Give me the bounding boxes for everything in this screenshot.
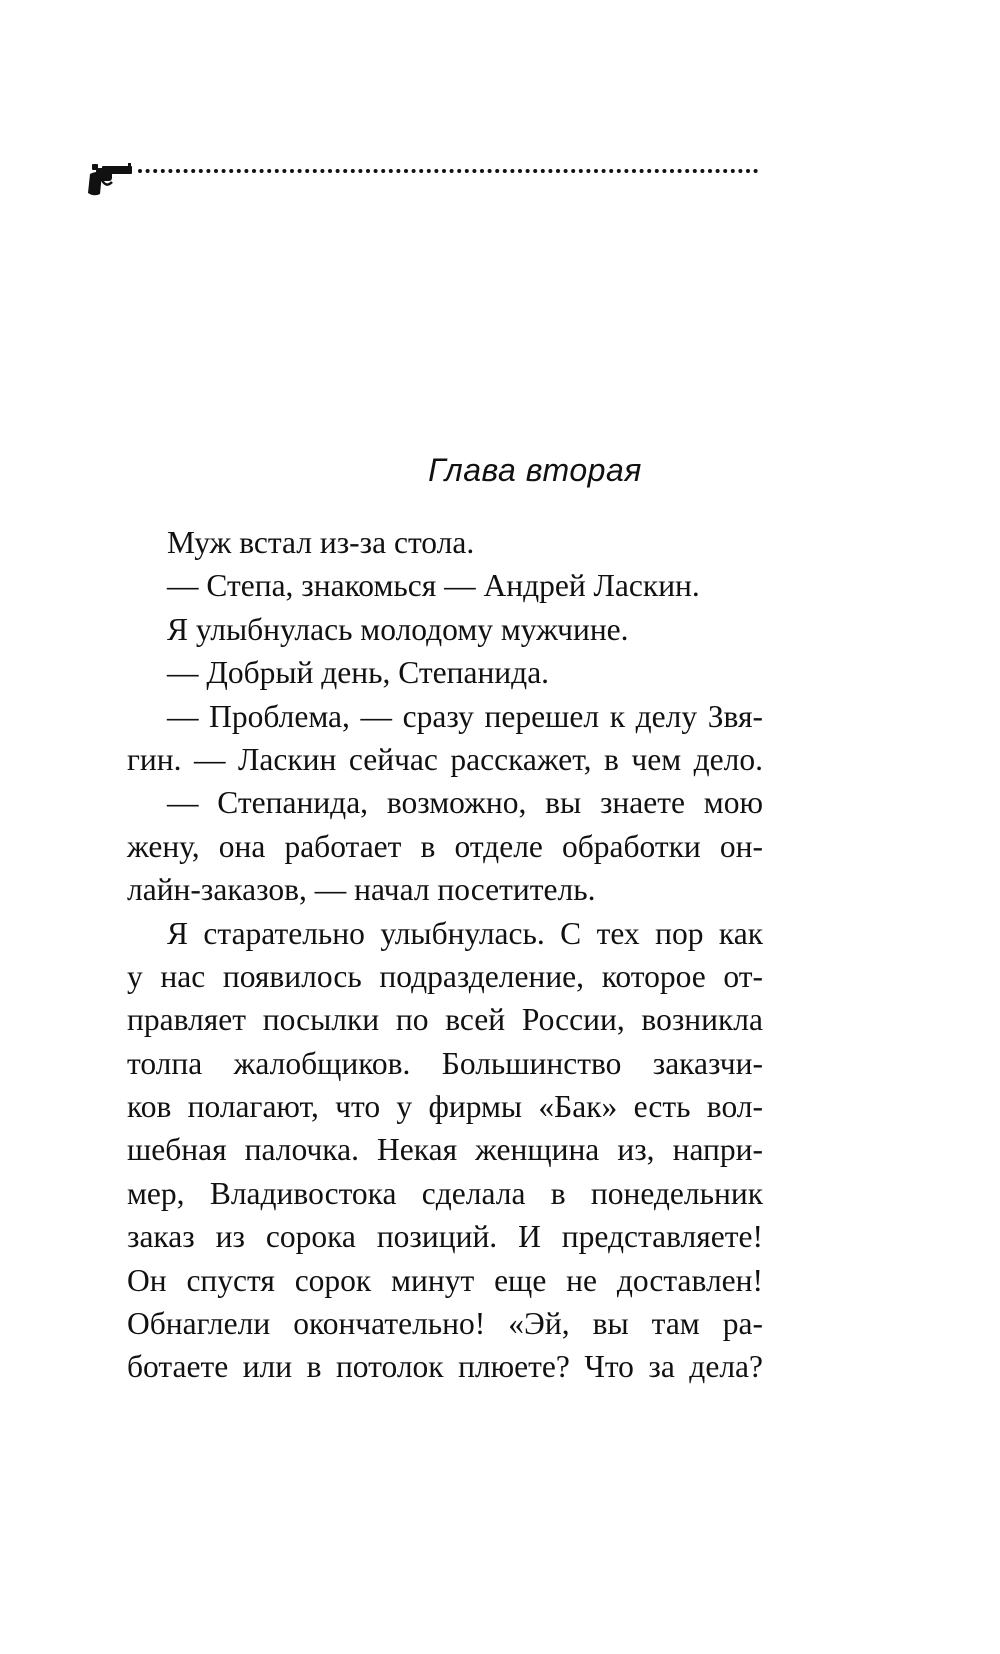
ornament-dot: [138, 169, 142, 173]
ornament-dot: [343, 169, 347, 173]
ornament-dot: [678, 169, 682, 173]
ornament-dot: [252, 169, 256, 173]
ornament-dot: [488, 169, 492, 173]
text-line: Я старательно улыбнулась. С тех пор как: [167, 915, 763, 951]
ornament-dot: [374, 169, 378, 173]
text-line: мер, Владивостока сделала в понедельник: [127, 1175, 763, 1211]
text-line: шебная палочка. Некая женщина из, напри-: [127, 1132, 763, 1168]
ornament-dot: [366, 169, 370, 173]
ornament-dot: [328, 169, 332, 173]
ornament-dot: [746, 169, 750, 173]
ornament-dot: [510, 169, 514, 173]
text-line: гин. — Ласкин сейчас расскажет, в чем дело.: [127, 741, 763, 777]
ornament-dot: [290, 169, 294, 173]
ornament-dot: [412, 169, 416, 173]
ornament-dot: [282, 169, 286, 173]
ornament-dot: [518, 169, 522, 173]
ornament-dot: [708, 169, 712, 173]
ornament-dot: [206, 169, 210, 173]
ornament-dot: [237, 169, 241, 173]
text-line: ботаете или в потолок плюете? Что за дела?: [127, 1349, 763, 1385]
ornament-dot: [396, 169, 400, 173]
ornament-dot: [670, 169, 674, 173]
text-line: толпа жалобщиков. Большинство заказчи-: [127, 1045, 763, 1081]
header-ornament: [88, 160, 768, 200]
ornament-dot: [647, 169, 651, 173]
text-line: лайн-заказов, — начал посетитель.: [127, 872, 596, 908]
ornament-dot: [541, 169, 545, 173]
ornament-dot: [548, 169, 552, 173]
ornament-dot: [571, 169, 575, 173]
ornament-dot: [419, 169, 423, 173]
ornament-dot: [222, 169, 226, 173]
ornament-dot: [404, 169, 408, 173]
ornament-dot: [602, 169, 606, 173]
ornament-dot: [260, 169, 264, 173]
text-line: Я улыбнулась молодому мужчине.: [167, 611, 629, 647]
ornament-dot: [275, 169, 279, 173]
ornament-dot: [176, 169, 180, 173]
ornament-dot: [191, 169, 195, 173]
ornament-dot: [533, 169, 537, 173]
ornament-dot: [313, 169, 317, 173]
ornament-dot: [336, 169, 340, 173]
ornament-dot: [556, 169, 560, 173]
ornament-dot: [199, 169, 203, 173]
ornament-dot: [685, 169, 689, 173]
ornament-dot: [244, 169, 248, 173]
ornament-dot: [609, 169, 613, 173]
ornament-dot: [503, 169, 507, 173]
ornament-dot: [640, 169, 644, 173]
text-line: — Степа, знакомься — Андрей Ласкин.: [167, 568, 700, 604]
ornament-dot: [495, 169, 499, 173]
chapter-title: Глава вторая: [428, 452, 642, 488]
ornament-dot: [655, 169, 659, 173]
ornament-dot: [427, 169, 431, 173]
ornament-dot: [586, 169, 590, 173]
ornament-dot: [381, 169, 385, 173]
dotted-line: [138, 169, 758, 173]
ornament-dot: [579, 169, 583, 173]
ornament-dot: [731, 169, 735, 173]
text-line: ков полагают, что у фирмы «Бак» есть вол-: [127, 1089, 763, 1125]
ornament-dot: [320, 169, 324, 173]
ornament-dot: [624, 169, 628, 173]
ornament-dot: [693, 169, 697, 173]
text-line: — Проблема, — сразу перешел к делу Звя-: [167, 698, 763, 734]
ornament-dot: [723, 169, 727, 173]
ornament-dot: [442, 169, 446, 173]
text-line: — Степанида, возможно, вы знаете мою: [167, 785, 763, 821]
text-line: Обнаглели окончательно! «Эй, вы там ра-: [127, 1306, 763, 1342]
ornament-dot: [351, 169, 355, 173]
ornament-dot: [480, 169, 484, 173]
ornament-dot: [617, 169, 621, 173]
ornament-dot: [153, 169, 157, 173]
text-line: правляет посылки по всей России, возникла: [127, 1002, 763, 1038]
ornament-dot: [716, 169, 720, 173]
ornament-dot: [161, 169, 165, 173]
revolver-icon: [88, 163, 132, 195]
ornament-dot: [738, 169, 742, 173]
ornament-dot: [214, 169, 218, 173]
ornament-dot: [184, 169, 188, 173]
ornament-dot: [389, 169, 393, 173]
ornament-dot: [168, 169, 172, 173]
ornament-dot: [450, 169, 454, 173]
revolver-dotted-line: [88, 160, 768, 200]
text-line: Он спустя сорок минут еще не доставлен!: [127, 1262, 763, 1298]
text-line: у нас появилось подразделение, которое от-: [127, 958, 763, 994]
ornament-dot: [632, 169, 636, 173]
ornament-dot: [267, 169, 271, 173]
ornament-dot: [146, 169, 150, 173]
ornament-dot: [662, 169, 666, 173]
text-line: жену, она работает в отделе обработки он-: [127, 828, 763, 864]
ornament-dot: [700, 169, 704, 173]
ornament-dot: [229, 169, 233, 173]
ornament-dot: [298, 169, 302, 173]
ornament-dot: [457, 169, 461, 173]
ornament-dot: [564, 169, 568, 173]
ornament-dot: [526, 169, 530, 173]
text-line: заказ из сорока позиций. И представляете!: [127, 1219, 763, 1255]
ornament-dot: [465, 169, 469, 173]
text-line: — Добрый день, Степанида.: [167, 655, 550, 691]
text-line: Муж встал из-за стола.: [167, 525, 475, 560]
ornament-dot: [594, 169, 598, 173]
ornament-dot: [358, 169, 362, 173]
ornament-dot: [472, 169, 476, 173]
ornament-dot: [305, 169, 309, 173]
ornament-dot: [434, 169, 438, 173]
body-text: [127, 521, 763, 1389]
ornament-dot: [754, 169, 758, 173]
